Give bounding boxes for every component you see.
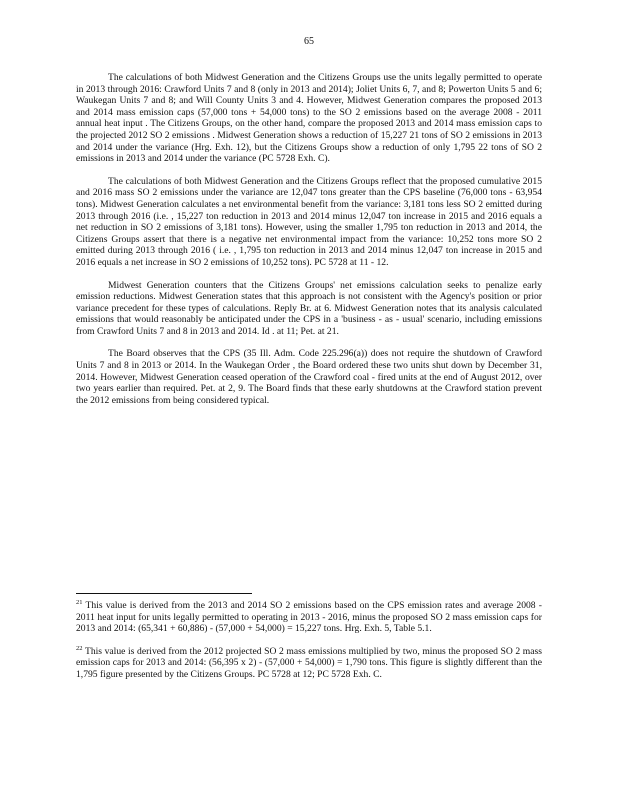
- footnote-marker: 22: [76, 644, 83, 652]
- body-text: [76, 72, 542, 417]
- paragraph-net-environmental-impact: The calculations of both Midwest Generation and the Citizens Groups reflect that the proposed cumulative 2015 and 2016 mass SO 2 emissions under the variance are 12,047 tons greater than the CPS baseline (76,000 tons - 63,954 tons). Midwest Generation calculates a net environmental benefit from the variance: 3,181 tons less SO 2 emitted during 2013 through 2016 (i.e. , 15,227 ton reduction in 2013 and 2014 minus 12,047 ton increase in 2015 and 2016 equals a net reduction in SO 2 emissions of 3,181 tons). However, using the smaller 1,795 ton reduction in 2013 and 2014, the Citizens Groups assert that there is a negative net environmental impact from the variance: 10,252 tons more SO 2 emitted during 2013 through 2016 ( i.e. , 1,795 ton reduction in 2013 and 2014 minus 12,047 ton increase in 2015 and 2016 equals a net increase in SO 2 emissions of 10,252 tons). PC 5728 at 11 - 12.: [76, 175, 542, 268]
- footnote-22: [76, 646, 542, 681]
- footnote-text: This value is derived from the 2013 and 2014 SO 2 emissions based on the CPS emission rates and average 2008 - 2011 heat input for units legally permitted to operating in 2013 - 2016, minus the proposed SO 2 mass emission caps for 2013 and 2014: (65,341 + 60,886) - (57,000 + 54,000) = 15,227 tons. Hrg. Exh. 5, Table 5.1.: [76, 600, 542, 635]
- paragraph-midwest-counterargument: Midwest Generation counters that the Citizens Groups' net emissions calculation seeks to penalize early emission reductions. Midwest Generation states that this approach is not consistent with the Agency's position or prior variance precedent for these types of calculations. Reply Br. at 6. Midwest Generation notes that its analysis calculated emissions that would reasonably be anticipated under the CPS in a 'business - as - usual' scenario, including emissions from Crawford Units 7 and 8 in 2013 and 2014. Id . at 11; Pet. at 21.: [76, 279, 542, 337]
- footnote-21: [76, 600, 542, 635]
- footnote-divider: [76, 593, 252, 594]
- page-number: 65: [304, 36, 314, 47]
- footnote-text: This value is derived from the 2012 projected SO 2 mass emissions multiplied by two, minus the proposed SO 2 mass emission caps for 2013 and 2014: (56,395 x 2) - (57,000 + 54,000) = 1,790 tons. This figure is slightly different than the 1,795 figure presented by the Citizens Groups. PC 5728 at 12; PC 5728 Exh. C.: [76, 645, 542, 680]
- footnote-marker: 21: [76, 598, 83, 606]
- paragraph-board-observation: The Board observes that the CPS (35 Ill. Adm. Code 225.296(a)) does not require the shutdown of Crawford Units 7 and 8 in 2013 or 2014. In the Waukegan Order , the Board ordered these two units shut down by December 31, 2014. However, Midwest Generation ceased operation of the Crawford coal - fired units at the end of August 2012, over two years earlier than required. Pet. at 2, 9. The Board finds that these early shutdowns at the Crawford station prevent the 2012 emissions from being considered typical.: [76, 348, 542, 406]
- footnotes: [76, 600, 542, 692]
- paragraph-emission-calculations: The calculations of both Midwest Generation and the Citizens Groups use the units legally permitted to operate in 2013 through 2016: Crawford Units 7 and 8 (only in 2013 and 2014); Joliet Units 6, 7, and 8; Powerton Units 5 and 6; Waukegan Units 7 and 8; and Will County Units 3 and 4. However, Midwest Generation compares the proposed 2013 and 2014 mass emission caps (57,000 tons + 54,000 tons) to the SO 2 emissions based on the average 2008 - 2011 annual heat input . The Citizens Groups, on the other hand, compare the proposed 2013 and 2014 mass emission caps to the projected 2012 SO 2 emissions . Midwest Generation shows a reduction of 15,227 21 tons of SO 2 emissions in 2013 and 2014 under the variance (Hrg. Exh. 12), but the Citizens Groups show a reduction of only 1,795 22 tons of SO 2 emissions in 2013 and 2014 under the variance (PC 5728 Exh. C).: [76, 72, 542, 165]
